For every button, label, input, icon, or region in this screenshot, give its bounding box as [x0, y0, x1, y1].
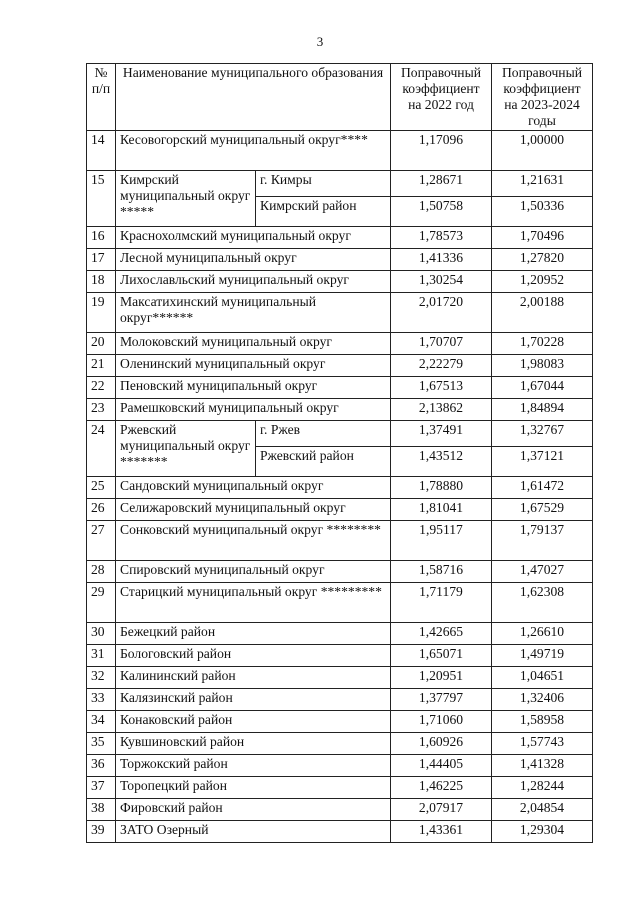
row-number: 14 — [87, 131, 116, 171]
row-number: 28 — [87, 561, 116, 583]
table-row — [87, 355, 593, 377]
table-row — [87, 821, 593, 843]
row-number: 25 — [87, 477, 116, 499]
row-coef-2023: 1,37121 — [492, 447, 593, 477]
table-header-row — [87, 64, 593, 131]
row-coef-2022: 1,42665 — [391, 623, 492, 645]
table-row — [87, 645, 593, 667]
row-number: 34 — [87, 711, 116, 733]
row-coef-2022: 1,65071 — [391, 645, 492, 667]
row-name: Сандовский муниципальный округ — [116, 477, 391, 499]
row-name: Сонковский муниципальный округ ******** — [116, 521, 391, 561]
table-row — [87, 583, 593, 623]
row-coef-2023: 1,67044 — [492, 377, 593, 399]
table-row — [87, 755, 593, 777]
row-coef-2023: 1,79137 — [492, 521, 593, 561]
table-row — [87, 521, 593, 561]
row-number: 16 — [87, 227, 116, 249]
row-coef-2022: 2,22279 — [391, 355, 492, 377]
row-subdivision-name: Кимрский район — [256, 197, 391, 227]
table-row — [87, 477, 593, 499]
row-number: 27 — [87, 521, 116, 561]
row-name: Пеновский муниципальный округ — [116, 377, 391, 399]
row-coef-2023: 2,00188 — [492, 293, 593, 333]
row-number: 32 — [87, 667, 116, 689]
row-coef-2023: 1,41328 — [492, 755, 593, 777]
row-coef-2022: 1,28671 — [391, 171, 492, 197]
table-row — [87, 623, 593, 645]
row-name: Калининский район — [116, 667, 391, 689]
row-coef-2022: 1,44405 — [391, 755, 492, 777]
table-row — [87, 227, 593, 249]
row-name: Спировский муниципальный округ — [116, 561, 391, 583]
row-coef-2022: 1,58716 — [391, 561, 492, 583]
table-body — [87, 131, 593, 843]
header-number — [87, 64, 116, 131]
row-number: 18 — [87, 271, 116, 293]
row-number: 35 — [87, 733, 116, 755]
row-coef-2022: 1,60926 — [391, 733, 492, 755]
row-coef-2023: 1,26610 — [492, 623, 593, 645]
row-coef-2023: 1,27820 — [492, 249, 593, 271]
row-coef-2022: 1,95117 — [391, 521, 492, 561]
row-name: Конаковский район — [116, 711, 391, 733]
row-coef-2023: 1,61472 — [492, 477, 593, 499]
table-row — [87, 293, 593, 333]
row-number: 26 — [87, 499, 116, 521]
row-name: Калязинский район — [116, 689, 391, 711]
table-row — [87, 271, 593, 293]
table-row — [87, 689, 593, 711]
row-number: 23 — [87, 399, 116, 421]
row-subdivision-name: Ржевский район — [256, 447, 391, 477]
row-coef-2022: 1,71060 — [391, 711, 492, 733]
row-coef-2023: 1,28244 — [492, 777, 593, 799]
table-row — [87, 249, 593, 271]
row-number: 29 — [87, 583, 116, 623]
row-name: Лесной муниципальный округ — [116, 249, 391, 271]
row-name: Максатихинский муниципальный округ****** — [116, 293, 391, 333]
row-coef-2023: 2,04854 — [492, 799, 593, 821]
row-name: Бежецкий район — [116, 623, 391, 645]
row-number: 36 — [87, 755, 116, 777]
table-row — [87, 667, 593, 689]
page-number: 3 — [316, 34, 324, 49]
row-coef-2022: 1,71179 — [391, 583, 492, 623]
table-row — [87, 131, 593, 171]
row-coef-2022: 1,30254 — [391, 271, 492, 293]
row-coef-2022: 1,46225 — [391, 777, 492, 799]
row-number: 39 — [87, 821, 116, 843]
row-name: Кимрский муниципальный округ ***** — [116, 171, 256, 227]
row-number: 30 — [87, 623, 116, 645]
table-row — [87, 799, 593, 821]
row-coef-2022: 2,07917 — [391, 799, 492, 821]
table-row — [87, 333, 593, 355]
header-coef-2022 — [391, 64, 492, 131]
row-coef-2022: 1,50758 — [391, 197, 492, 227]
row-coef-2023: 1,47027 — [492, 561, 593, 583]
row-coef-2022: 2,01720 — [391, 293, 492, 333]
row-coef-2023: 1,21631 — [492, 171, 593, 197]
row-coef-2023: 1,00000 — [492, 131, 593, 171]
row-coef-2023: 1,62308 — [492, 583, 593, 623]
header-number-text: № п/п — [91, 65, 111, 96]
row-number: 33 — [87, 689, 116, 711]
header-name — [116, 64, 391, 131]
row-name: Торопецкий район — [116, 777, 391, 799]
row-coef-2023: 1,98083 — [492, 355, 593, 377]
row-coef-2023: 1,32406 — [492, 689, 593, 711]
table-row — [87, 499, 593, 521]
table-row — [87, 171, 593, 197]
row-coef-2022: 1,37491 — [391, 421, 492, 447]
row-number: 22 — [87, 377, 116, 399]
row-coef-2022: 1,43361 — [391, 821, 492, 843]
row-coef-2022: 1,78573 — [391, 227, 492, 249]
header-coef-2022-text: Поправочный коэффициент на 2022 год — [400, 65, 481, 112]
row-name: Селижаровский муниципальный округ — [116, 499, 391, 521]
row-number: 21 — [87, 355, 116, 377]
table-row — [87, 421, 593, 447]
row-coef-2022: 1,78880 — [391, 477, 492, 499]
row-number: 20 — [87, 333, 116, 355]
row-name: Ржевский муниципальный округ ******* — [116, 421, 256, 477]
row-name: Фировский район — [116, 799, 391, 821]
row-coef-2023: 1,70228 — [492, 333, 593, 355]
row-coef-2023: 1,57743 — [492, 733, 593, 755]
row-subdivision-name: г. Кимры — [256, 171, 391, 197]
row-coef-2022: 2,13862 — [391, 399, 492, 421]
row-number: 15 — [87, 171, 116, 227]
row-coef-2022: 1,37797 — [391, 689, 492, 711]
row-number: 31 — [87, 645, 116, 667]
coefficients-table — [86, 63, 593, 843]
row-number: 24 — [87, 421, 116, 477]
row-number: 38 — [87, 799, 116, 821]
row-name: Рамешковский муниципальный округ — [116, 399, 391, 421]
row-name: Краснохолмский муниципальный округ — [116, 227, 391, 249]
row-coef-2023: 1,84894 — [492, 399, 593, 421]
row-name: ЗАТО Озерный — [116, 821, 391, 843]
row-number: 19 — [87, 293, 116, 333]
row-coef-2023: 1,50336 — [492, 197, 593, 227]
row-coef-2023: 1,70496 — [492, 227, 593, 249]
row-coef-2022: 1,81041 — [391, 499, 492, 521]
row-name: Бологовский район — [116, 645, 391, 667]
row-name: Кувшиновский район — [116, 733, 391, 755]
row-name: Лихославльский муниципальный округ — [116, 271, 391, 293]
row-coef-2023: 1,49719 — [492, 645, 593, 667]
row-name: Оленинский муниципальный округ — [116, 355, 391, 377]
row-number: 37 — [87, 777, 116, 799]
header-name-text: Наименование муниципального образования — [122, 65, 384, 80]
row-coef-2023: 1,58958 — [492, 711, 593, 733]
row-name: Старицкий муниципальный округ ********* — [116, 583, 391, 623]
table-row — [87, 377, 593, 399]
row-coef-2023: 1,20952 — [492, 271, 593, 293]
row-coef-2023: 1,32767 — [492, 421, 593, 447]
row-name: Молоковский муниципальный округ — [116, 333, 391, 355]
header-coef-2023 — [492, 64, 593, 131]
row-coef-2022: 1,20951 — [391, 667, 492, 689]
row-coef-2022: 1,43512 — [391, 447, 492, 477]
row-coef-2022: 1,41336 — [391, 249, 492, 271]
row-coef-2022: 1,70707 — [391, 333, 492, 355]
table-row — [87, 777, 593, 799]
row-name: Торжокский район — [116, 755, 391, 777]
table-row — [87, 399, 593, 421]
table-row — [87, 733, 593, 755]
row-name: Кесовогорский муниципальный округ**** — [116, 131, 391, 171]
table-row — [87, 711, 593, 733]
row-subdivision-name: г. Ржев — [256, 421, 391, 447]
row-coef-2022: 1,17096 — [391, 131, 492, 171]
row-number: 17 — [87, 249, 116, 271]
row-coef-2023: 1,04651 — [492, 667, 593, 689]
row-coef-2023: 1,67529 — [492, 499, 593, 521]
row-coef-2023: 1,29304 — [492, 821, 593, 843]
table-row — [87, 561, 593, 583]
header-coef-2023-text: Поправочный коэффициент на 2023-2024 годы — [501, 65, 582, 128]
row-coef-2022: 1,67513 — [391, 377, 492, 399]
